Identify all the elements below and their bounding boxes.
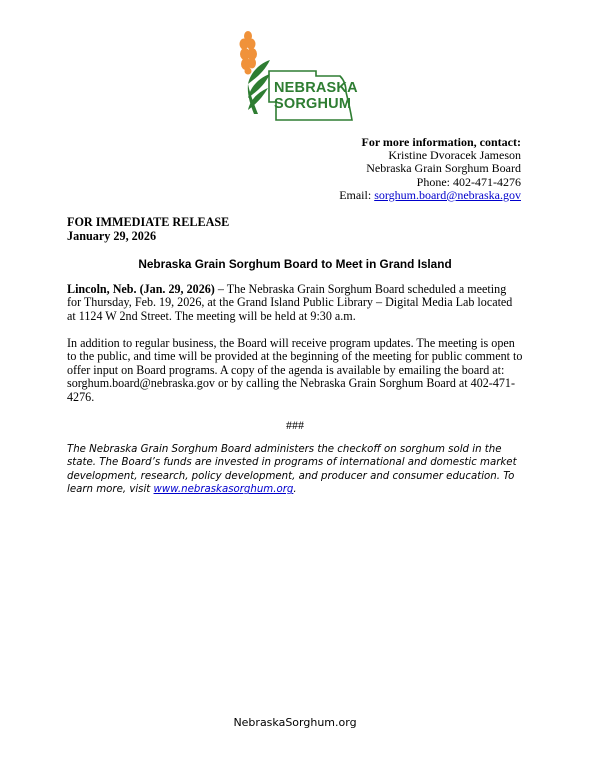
dateline: Lincoln, Neb. (Jan. 29, 2026)	[67, 282, 215, 296]
contact-org: Nebraska Grain Sorghum Board	[366, 161, 521, 176]
contact-block	[339, 136, 521, 202]
contact-email-line	[339, 189, 521, 202]
contact-phone: Phone: 402-471-4276	[416, 174, 521, 189]
contact-email-label: Email:	[339, 187, 375, 202]
contact-name: Kristine Dvoracek Jameson	[388, 148, 521, 163]
logo-text-nebraska: NEBRASKA	[274, 80, 358, 96]
sorghum-head-icon	[240, 31, 258, 75]
paragraph-1	[67, 283, 523, 323]
end-separator: ###	[286, 418, 304, 432]
boilerplate	[67, 443, 527, 497]
contact-heading: For more information, contact:	[361, 135, 521, 149]
boilerplate-text: The Nebraska Grain Sorghum Board administers the checkoff on sorghum sold in the state. The Board’s funds are invested in programs of international and domestic market development, research, policy development, and producer and consumer education. To learn more, visit	[67, 444, 517, 496]
release-date: January 29, 2026	[67, 229, 157, 243]
paragraph-2: In addition to regular business, the Board will receive program updates. The meeting is open to the public, and time will be provided at the beginning of the meeting for public comment to offer input on Board programs. A copy of the agenda is available by emailing the board at: sorghum.board@nebraska.gov or by calling the Nebraska Grain Sorghum Board at 402-471-4276.	[67, 336, 523, 404]
paragraph-1-text: – The Nebraska Grain Sorghum Board scheduled a meeting for Thursday, Feb. 19, 2026, at the Grand Island Public Library – Digital Media Lab located at 1124 W 2nd Street. The meeting will be held at 9:30 a.m.	[67, 282, 513, 323]
contact-email-link[interactable]: sorghum.board@nebraska.gov	[374, 187, 521, 202]
logo-text-sorghum: SORGHUM	[274, 96, 352, 112]
release-block	[67, 215, 229, 243]
release-label: FOR IMMEDIATE RELEASE	[67, 215, 230, 229]
footer-website: NebraskaSorghum.org	[233, 716, 357, 729]
press-release-title: Nebraska Grain Sorghum Board to Meet in Grand Island	[138, 257, 452, 271]
boilerplate-end: .	[293, 484, 297, 496]
website-link[interactable]: www.nebraskasorghum.org	[153, 484, 294, 496]
